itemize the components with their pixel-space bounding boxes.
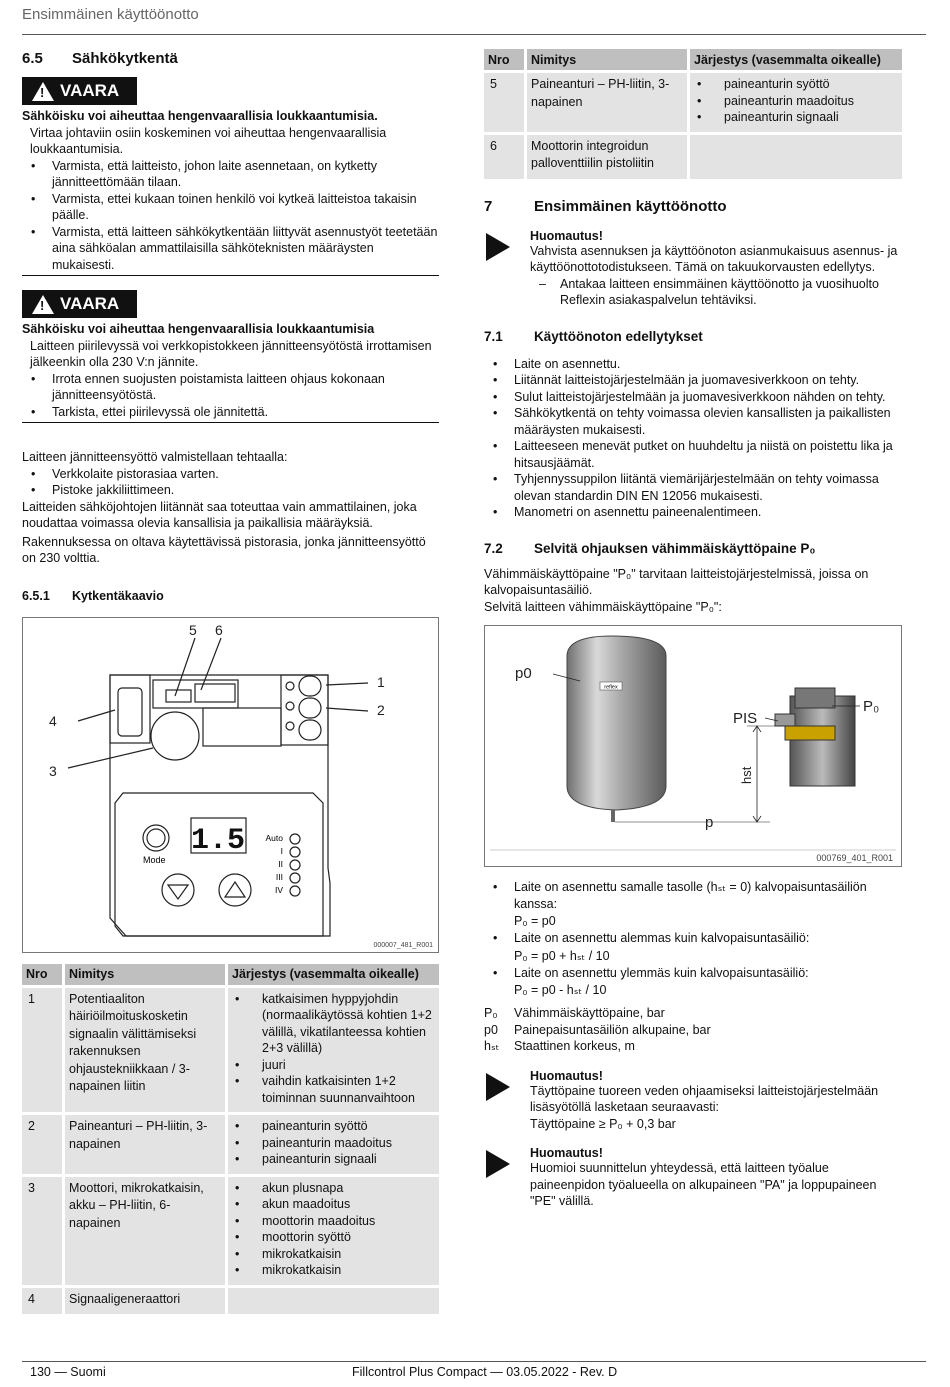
label-hst: hst: [739, 766, 754, 784]
page-header-title: Ensimmäinen käyttöönotto: [22, 6, 199, 23]
note-block: [484, 229, 902, 309]
warning-text: Laitteen piirilevyssä voi verkkopistokkeen jännitteensyötöstä irrottamisen jälkeenkin olla 230 V:n jännite.: [30, 338, 432, 369]
table-row: 2 Paineanturi – PH-liitin, 3-napainen • paineanturin syöttö • paineanturin maadoitus • paineanturin signaali: [22, 1115, 439, 1174]
callout-4: 4: [49, 712, 57, 729]
section-6-5-heading: 6.5 Sähkökytkentä: [22, 50, 178, 67]
danger-warning-1: [22, 77, 439, 276]
brand-text: reflex: [604, 684, 618, 691]
leader-1: [326, 683, 368, 685]
led-4: [290, 886, 300, 896]
list-item: • Manometri on asennettu paineenalentimeen.: [484, 504, 902, 521]
list-item: • Tyhjennyssuppilon liitäntä viemärijärjestelmään on tehty voimassa olevan standardin DIN EN 12056 mukaisesti.: [484, 471, 902, 504]
note-text: Vahvista asennuksen ja käyttöönoton asianmukaisuus asennus- ja käyttöönottotodistukseen. Tämä on takuukorvausten edellytys.: [530, 243, 898, 274]
label-pis: PIS: [733, 710, 758, 727]
list-item: • Verkkolaite pistorasiaa varten.: [22, 466, 439, 483]
header-divider: [22, 34, 926, 35]
expansion-vessel: [567, 636, 666, 810]
led-label: II: [278, 858, 283, 869]
pressure-diagram: [485, 626, 901, 866]
callout-2: 2: [377, 701, 385, 718]
mode-label: Mode: [143, 854, 166, 865]
led-label: Auto: [265, 832, 283, 843]
list-item: • mikrokatkaisin: [232, 1262, 435, 1279]
connection-table-2: [481, 46, 905, 182]
list-item: • katkaisimen hyppyjohdin (normaalikäytössä kohtien 1+2 välillä, vikatilanteessa kohtien 2+3 välillä): [232, 991, 435, 1057]
definitions: [484, 1005, 902, 1055]
warning-title: Sähköisku voi aiheuttaa hengenvaarallisia loukkaantumisia.: [22, 109, 378, 123]
connector-6: [195, 684, 235, 702]
list-item: • moottorin syöttö: [232, 1229, 435, 1246]
table-row: 6 Moottorin integroidun palloventtiilin pistoliitin: [484, 135, 902, 179]
terminal-screw: [286, 722, 294, 730]
led-label: III: [275, 871, 283, 882]
list-item: • paineanturin maadoitus: [232, 1135, 435, 1152]
list-item: • Varmista, että laitteisto, johon laite asennetaan, on kytketty jännitteettömään tilaan.: [22, 158, 439, 191]
pressure-figure: [484, 625, 902, 867]
table-row: 4 Signaaligeneraattori: [22, 1288, 439, 1315]
danger-warning-2: [22, 290, 439, 423]
note-title: Huomautus!: [530, 228, 603, 243]
note-title: Huomautus!: [530, 1068, 603, 1083]
list-item: • Sulut laitteistojärjestelmään ja juomavesiverkkoon nähden on tehty.: [484, 389, 902, 406]
list-item: • Laite on asennettu samalle tasolle (hₛₜ = 0) kalvopaisuntasäiliön kanssa: P₀ = p0: [484, 879, 902, 930]
terminal-block-2: [203, 708, 281, 746]
list-item: • paineanturin syöttö: [694, 76, 898, 93]
note-block: [484, 1069, 902, 1133]
definition-row: hₛₜ Staattinen korkeus, m: [484, 1039, 635, 1053]
warning-text: Virtaa johtaviin osiin koskeminen voi aiheuttaa hengenvaarallisia loukkaantumisia.: [30, 125, 387, 156]
note-text: Täyttöpaine tuoreen veden ohjaamiseksi laitteistojärjestelmään lisäsyötöllä lasketaan seuraavasti:: [530, 1083, 879, 1114]
list-item: – Antakaa laitteen ensimmäinen käyttöönotto ja vuosihuolto Reflexin asiakaspalvelun tehtäviksi.: [530, 276, 902, 309]
note-title: Huomautus!: [530, 1146, 603, 1160]
mode-button-inner: [147, 829, 165, 847]
list-item: • Liitännät laitteistojärjestelmään ja juomavesiverkkoon on tehty.: [484, 372, 902, 389]
device-sensor: [775, 714, 795, 726]
list-item: • paineanturin signaali: [232, 1151, 435, 1168]
warning-triangle-icon: !: [32, 82, 54, 101]
led-label: I: [280, 845, 283, 856]
section-7-1-heading: 7.1 Käyttöönoton edellytykset: [484, 328, 703, 344]
column-header: Nro: [22, 964, 62, 985]
note-block: [484, 1146, 902, 1210]
figure-code: 000769_401_R001: [816, 853, 893, 863]
note-arrow-icon: [486, 1073, 510, 1101]
vessel-connector: [611, 810, 615, 822]
table-row: 5 Paineanturi – PH-liitin, 3-napainen • paineanturin syöttö • paineanturin maadoitus • paineanturin signaali: [484, 73, 902, 132]
section-6-5-1-heading: 6.5.1 Kytkentäkaavio: [22, 588, 164, 603]
list-item: • Laite on asennettu.: [484, 356, 902, 373]
leader-2: [326, 708, 368, 711]
label-p: p: [705, 814, 714, 831]
paragraph: Vähimmäiskäyttöpaine "P₀" tarvitaan laitteistojärjestelmissä, joissa on kalvopaisuntasäiliö.: [484, 566, 869, 597]
terminal-post: [299, 676, 321, 696]
table-row: 1 Potentiaaliton häiriöilmoituskosketin signaalin välittämiseksi rakennuksen ohjaustekniikkaan / 3-napainen liitin • katkaisimen hyppyjohdin (normaalikäytössä kohtien 1+2 välillä, vikatilanteessa kohtien 2+3 välillä) • juuri • vaihdin katkaisinten 1+2 toiminnan suunnanvaihtoon: [22, 988, 439, 1113]
formula: P₀ = p0 + hₛₜ / 10: [514, 948, 610, 963]
column-header: Järjestys (vasemmalta oikealle): [228, 964, 439, 985]
footer-divider: [22, 1361, 926, 1362]
table-row: 3 Moottori, mikrokatkaisin, akku – PH-liitin, 6-napainen • akun plusnapa • akun maadoitus • moottorin maadoitus • moottorin syöttö • mikrokatkaisin • mikrokatkaisin: [22, 1177, 439, 1285]
formula: P₀ = p0: [514, 914, 556, 928]
terminal-screw: [286, 702, 294, 710]
list-item: • Laite on asennettu alemmas kuin kalvopaisuntasäiliö: P₀ = p0 + hₛₜ / 10: [484, 930, 902, 965]
warning-triangle-icon: !: [32, 295, 54, 314]
paragraph: Rakennuksessa on oltava käytettävissä pistorasia, jonka jännitteensyöttö on 230 volttia.: [22, 534, 426, 565]
terminal-screw: [286, 682, 294, 690]
down-triangle: [168, 885, 188, 899]
list-item: • akun maadoitus: [232, 1196, 435, 1213]
list-item: • Irrota ennen suojusten poistamista laitteen ohjaus kokonaan jännitteensyötöstä.: [22, 371, 439, 404]
list-item: • moottorin maadoitus: [232, 1213, 435, 1230]
leader-6: [201, 638, 221, 690]
down-button: [162, 874, 194, 906]
note-arrow-icon: [486, 233, 510, 261]
definition-row: P₀ Vähimmäiskäyttöpaine, bar: [484, 1006, 665, 1020]
section-7-heading: 7 Ensimmäinen käyttöönotto: [484, 197, 727, 215]
section-7-2-heading: 7.2 Selvitä ohjauksen vähimmäiskäyttöpaine P₀: [484, 540, 816, 556]
callout-3: 3: [49, 762, 57, 779]
figure-code: 000007_481_R001: [373, 941, 433, 949]
list-item: • Laitteeseen menevät putket on huuhdeltu ja niistä on poistettu lika ja hitsausjäämät.: [484, 438, 902, 471]
list-item: • paineanturin maadoitus: [694, 93, 898, 110]
note-text: Huomioi suunnittelun yhteydessä, että laitteen työalue paineenpidon työalueella on alkupaineen "PA" ja loppupaineen "PE" välillä.: [530, 1161, 877, 1208]
callout-6: 6: [215, 621, 223, 638]
warning-title: Sähköisku voi aiheuttaa hengenvaarallisia loukkaantumisia: [22, 322, 375, 336]
display-value: 1.5: [190, 823, 246, 858]
list-item: • akun plusnapa: [232, 1180, 435, 1197]
leader-5: [175, 638, 195, 696]
list-item: • vaihdin katkaisinten 1+2 toiminnan suunnanvaihtoon: [232, 1073, 435, 1106]
column-header: Nimitys: [527, 49, 687, 70]
up-button: [219, 874, 251, 906]
wiring-diagram-figure: [22, 617, 439, 953]
note-formula: Täyttöpaine ≥ P₀ + 0,3 bar: [530, 1116, 676, 1131]
led-label: IV: [274, 884, 283, 895]
note-list: [530, 276, 902, 309]
warning-list: [22, 371, 439, 421]
left-column: [22, 50, 439, 1317]
led-1: [290, 847, 300, 857]
callout-5: 5: [189, 621, 197, 638]
paragraph: Selvitä laitteen vähimmäiskäyttöpaine "P₀":: [484, 599, 722, 614]
definition-row: p0 Painepaisuntasäiliön alkupaine, bar: [484, 1022, 711, 1037]
list-item: • Varmista, että laitteen sähkökytkentään liittyvät asennustyöt teetetään aina sähköalan ammattilaisilla sähköteknisten määräysten mukaisesti.: [22, 224, 439, 274]
fillcontrol-device: [790, 696, 855, 786]
footer-page: 130 — Suomi: [30, 1365, 106, 1379]
led-2: [290, 860, 300, 870]
signal-generator: [151, 712, 199, 760]
footer-doc-info: Fillcontrol Plus Compact — 03.05.2022 - Rev. D: [352, 1365, 618, 1379]
intro-text: Laitteen jännitteensyöttö valmistellaan tehtaalla:: [22, 450, 288, 464]
label-P0: P₀: [863, 698, 880, 715]
led-auto: [290, 834, 300, 844]
connection-table-1: [19, 961, 442, 1318]
list-item: • mikrokatkaisin: [232, 1246, 435, 1263]
connector-5: [166, 690, 191, 702]
note-arrow-icon: [486, 1150, 510, 1178]
list-item: • juuri: [232, 1057, 435, 1074]
paragraph: Laitteiden sähköjohtojen liitännät saa toteuttaa vain ammattilainen, joka noudattaa voimassa olevia kansallisia ja paikallisia määräyksiä.: [22, 499, 417, 530]
right-column: [484, 46, 902, 1210]
formula: P₀ = p0 - hₛₜ / 10: [514, 983, 607, 997]
column-header: Nro: [484, 49, 524, 70]
list-item: • Sähkökytkentä on tehty voimassa olevien kansallisten ja paikallisten määräysten mukaisesti.: [484, 405, 902, 438]
terminal-post: [299, 720, 321, 740]
column-header: Järjestys (vasemmalta oikealle): [690, 49, 902, 70]
battery-holder: [110, 675, 150, 743]
danger-badge: ! VAARA: [22, 290, 137, 318]
device-valve: [785, 726, 835, 740]
danger-badge: ! VAARA: [22, 77, 137, 105]
list-item: • Pistoke jakkiliittimeen.: [22, 482, 439, 499]
device-motor: [795, 688, 835, 708]
label-p0: p0: [515, 665, 532, 682]
intro-list: [22, 466, 439, 499]
battery: [118, 688, 142, 736]
up-triangle: [225, 882, 245, 897]
callout-1: 1: [377, 673, 385, 690]
warning-list: [22, 158, 439, 274]
list-item: • paineanturin signaali: [694, 109, 898, 126]
led-3: [290, 873, 300, 883]
list-item: • Tarkista, ettei piirilevyssä ole jännitettä.: [22, 404, 439, 421]
installation-cases: [484, 879, 902, 999]
column-header: Nimitys: [65, 964, 225, 985]
prerequisite-list: [484, 356, 902, 521]
list-item: • Varmista, ettei kukaan toinen henkilö voi kytkeä laitteistoa takaisin päälle.: [22, 191, 439, 224]
list-item: • Laite on asennettu ylemmäs kuin kalvopaisuntasäiliö: P₀ = p0 - hₛₜ / 10: [484, 965, 902, 1000]
terminal-post: [299, 698, 321, 718]
wiring-diagram: [23, 618, 438, 952]
list-item: • paineanturin syöttö: [232, 1118, 435, 1135]
